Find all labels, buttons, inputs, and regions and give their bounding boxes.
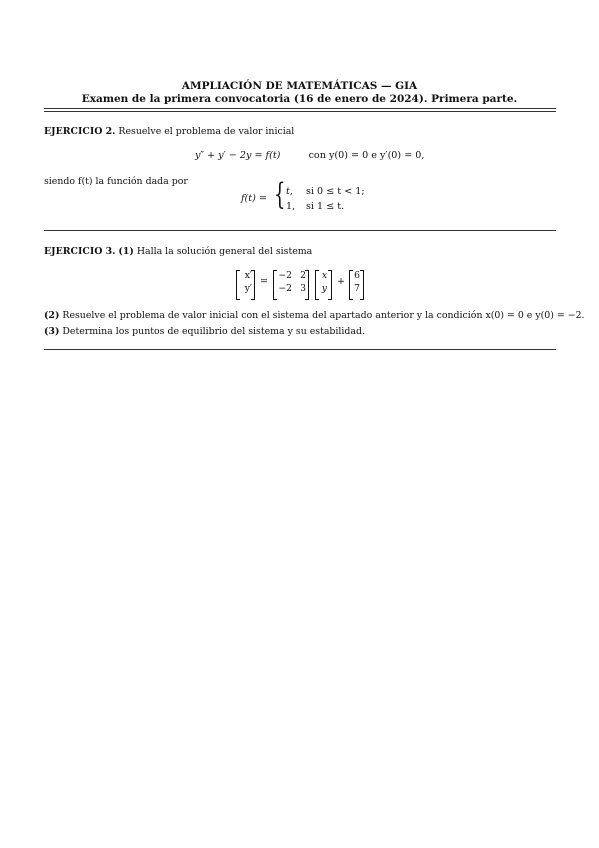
ode-equation — [195, 150, 424, 161]
case-1-condition: si 0 ≤ t < 1; — [306, 186, 365, 197]
b-bracket-right — [360, 270, 364, 300]
left-brace: { — [274, 177, 286, 212]
f-lhs — [241, 193, 267, 204]
exam-title: AMPLIACIÓN DE MATEMÁTICAS — GIA — [181, 80, 418, 92]
header-rule-top — [44, 108, 556, 109]
lhs-bracket-right — [251, 270, 255, 300]
exercise-2-statement — [44, 126, 294, 137]
part-3-text: Determina los puntos de equilibrio del sistema y su estabilidad. — [62, 326, 365, 337]
matrix-a21: −2 — [278, 283, 292, 294]
part-2-label: (2) — [44, 310, 60, 321]
case-2-condition: si 1 ≤ t. — [306, 201, 345, 212]
case-2-value: 1, — [286, 201, 296, 212]
header-rule-bottom — [44, 111, 556, 112]
initial-conditions: con y(0) = 0 e y′(0) = 0, — [308, 150, 425, 161]
part-3 — [44, 326, 365, 337]
part-2 — [44, 310, 585, 321]
part-1-label: (1) — [118, 246, 134, 257]
b-entry-2: 7 — [354, 283, 360, 294]
exercise-3-rule — [44, 349, 556, 350]
part-1-text: Halla la solución general del sistema — [136, 246, 313, 257]
xy-entry-x — [318, 270, 327, 281]
matrix-a12: 2 — [300, 270, 306, 281]
exercise-2-text: Resuelve el problema de valor inicial — [118, 126, 295, 137]
exercise-2-rule — [44, 230, 556, 231]
lhs-entry-y: y′ — [244, 283, 252, 294]
case-1-value: t, — [286, 186, 293, 197]
equals-sign: = — [260, 276, 269, 287]
matrix-a22: 3 — [300, 283, 306, 294]
ode-expression: y″ + y′ − 2y = f(t) — [195, 150, 281, 161]
matrix-a11: −2 — [278, 270, 292, 281]
f-lhs-text: f(t) = — [241, 193, 267, 204]
exercise-3-statement — [44, 246, 312, 257]
plus-sign: + — [337, 276, 346, 287]
matrix-bracket-right — [305, 270, 309, 300]
exercise-2-followup: siendo f(t) la función dada por — [44, 176, 188, 187]
xy-bracket-right — [328, 270, 332, 300]
exercise-2-label: EJERCICIO 2. — [44, 126, 116, 137]
b-entry-1: 6 — [354, 270, 360, 281]
part-2-text: Resuelve el problema de valor inicial con el sistema del apartado anterior y la condición x(0) = 0 e y(0) = −2. — [62, 310, 585, 321]
lhs-entry-x: x′ — [244, 270, 252, 281]
exercise-3-label: EJERCICIO 3. — [44, 246, 116, 257]
xy-entry-y — [318, 283, 327, 294]
case-1 — [286, 186, 293, 197]
xy-x: x — [321, 270, 327, 281]
xy-y: y — [321, 283, 327, 294]
exam-subtitle: Examen de la primera convocatoria (16 de enero de 2024). Primera parte. — [81, 93, 518, 105]
part-3-label: (3) — [44, 326, 60, 337]
